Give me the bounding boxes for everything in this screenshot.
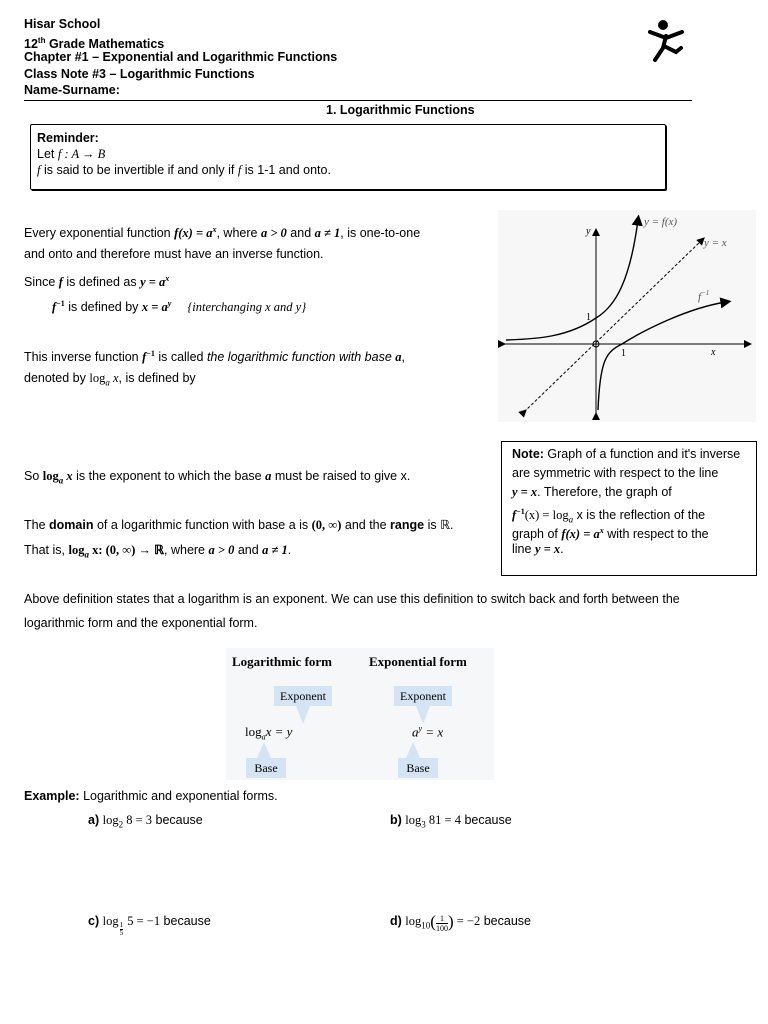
log-exponent-pointer bbox=[296, 706, 310, 724]
exp-exponent-callout: Exponent bbox=[394, 686, 452, 706]
reminder-line-1: Let f : A → B bbox=[37, 147, 106, 161]
note-line-6: line y = x. bbox=[512, 542, 564, 556]
example-b: b) $\log_3 81 = 4$ because bbox=[390, 813, 512, 830]
inverse-functions-graph bbox=[498, 210, 756, 422]
header-rule bbox=[24, 100, 692, 101]
log-base-callout: Base bbox=[246, 758, 286, 778]
name-field-label: Name-Surname: bbox=[24, 83, 120, 97]
y-axis-label: y bbox=[586, 226, 591, 237]
exp-exponent-pointer bbox=[416, 706, 430, 724]
domain-statement: The domain of a logarithmic function with base a is (0, ∞) and the range is ℝ. bbox=[24, 518, 454, 532]
grade-line: 12th Grade Mathematics bbox=[24, 35, 165, 51]
chapter-line: Chapter #1 – Exponential and Logarithmic Functions bbox=[24, 50, 338, 64]
section-title: 1. Logarithmic Functions bbox=[326, 103, 475, 117]
example-title: Example: Logarithmic and exponential forms. bbox=[24, 789, 278, 803]
note-line-3: y = x. Therefore, the graph of bbox=[512, 485, 672, 499]
x-intercept-label: 1 bbox=[621, 348, 626, 359]
fx-label: y = f(x) bbox=[644, 216, 678, 228]
example-a: a) $\log_2 8 = 3$ because bbox=[88, 813, 203, 830]
identity-label: y = x bbox=[704, 237, 727, 249]
example-d: d) $\log_{10}$( $\frac{1}{100}$ ) = −2 because bbox=[390, 912, 531, 933]
note-line-4: $f^{-1}(x) = \log_a x$ is the reflection of the bbox=[512, 507, 706, 525]
above-line-1: Above definition states that a logarithm is an exponent. We can use this definition to switch back and forth between the bbox=[24, 592, 680, 606]
log-base-pointer bbox=[257, 742, 271, 758]
school-name: Hisar School bbox=[24, 17, 101, 31]
intro-line-6: denoted by $\log_a x$, is defined by bbox=[24, 371, 196, 388]
log-exponent-callout: Exponent bbox=[274, 686, 332, 706]
log-form-equation: $\log_ax = y$ bbox=[245, 724, 293, 742]
intro-line-5: This inverse function $f^{-1}$ is called the logarithmic function with base a, bbox=[24, 349, 405, 365]
x-axis-label: x bbox=[711, 347, 716, 358]
note-line-1: Note: Graph of a function and it's inverse bbox=[512, 447, 741, 461]
finv-label: $f^{-1}$ bbox=[698, 289, 710, 303]
intro-line-3: Since f is defined as $y = a^x$ bbox=[24, 274, 170, 290]
reminder-box bbox=[30, 124, 666, 190]
school-logo bbox=[646, 18, 686, 64]
exp-base-callout: Base bbox=[398, 758, 438, 778]
above-line-2: logarithmic form and the exponential form. bbox=[24, 616, 258, 630]
reminder-title: Reminder: bbox=[37, 131, 99, 145]
mapping-statement: That is, $\log_a x$: (0, ∞) → ℝ, where a > 0 and a ≠ 1. bbox=[24, 543, 292, 560]
intro-line-4: $f^{-1}$ is defined by $x = a^y$ {interchanging x and y} bbox=[52, 299, 307, 315]
class-note-line: Class Note #3 – Logarithmic Functions bbox=[24, 66, 255, 81]
exp-form-title: Exponential form bbox=[369, 654, 467, 669]
intro-line-2: and onto and therefore must have an inverse function. bbox=[24, 247, 324, 261]
example-c: c) log $\frac{1}{5}$ 5 = −1 because bbox=[88, 914, 211, 937]
exponent-statement: So $\log_a x$ is the exponent to which the base a must be raised to give x. bbox=[24, 469, 411, 486]
forms-figure bbox=[226, 648, 494, 780]
log-form-title: Logarithmic form bbox=[232, 654, 333, 669]
exp-base-pointer bbox=[406, 742, 420, 758]
reminder-line-2: f is said to be invertible if and only if f is 1-1 and onto. bbox=[37, 163, 331, 177]
y-intercept-label: 1 bbox=[586, 312, 591, 323]
intro-line-1: Every exponential function $f(x) = a^x$, where a > 0 and a ≠ 1, is one-to-one bbox=[24, 225, 421, 241]
exp-form-equation: $a^y = x$ bbox=[412, 724, 444, 740]
note-line-5: graph of $f(x) = a^x$ with respect to the bbox=[512, 526, 709, 542]
note-line-2: are symmetric with respect to the line bbox=[512, 466, 719, 480]
note-box bbox=[501, 441, 757, 576]
